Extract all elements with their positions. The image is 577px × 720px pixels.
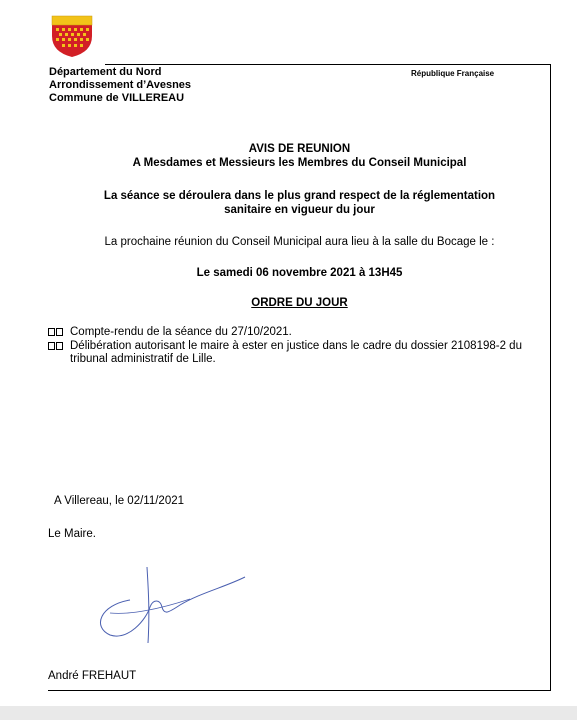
sanitary-line-2: sanitaire en vigueur du jour bbox=[224, 204, 375, 216]
commune-label: Commune de VILLEREAU bbox=[49, 92, 185, 104]
meeting-intro: La prochaine réunion du Conseil Municipal aura lieu à la salle du Bocage le : bbox=[104, 236, 495, 248]
notice-title: AVIS DE REUNION bbox=[248, 143, 351, 155]
agenda-item-text: Délibération autorisant le maire à ester en justice dans le cadre du dossier 2108198-2 du tribunal administratif de Lille. bbox=[70, 340, 522, 365]
department-label: Département du Nord bbox=[49, 66, 162, 78]
page-bottom-strip bbox=[0, 706, 577, 720]
agenda-item-text: Compte-rendu de la séance du 27/10/2021. bbox=[70, 326, 292, 338]
agenda-item bbox=[48, 326, 538, 339]
bullet-icon bbox=[48, 326, 70, 339]
agenda-title: ORDRE DU JOUR bbox=[251, 297, 348, 309]
sanitary-line-1: La séance se déroulera dans le plus grand respect de la réglementation bbox=[103, 190, 496, 202]
agenda-item bbox=[48, 340, 538, 366]
signature-icon bbox=[90, 565, 250, 650]
arrondissement-label: Arrondissement d’Avesnes bbox=[49, 79, 192, 91]
mayor-role: Le Maire. bbox=[48, 528, 96, 540]
notice-addressee: A Mesdames et Messieurs les Membres du Conseil Municipal bbox=[132, 157, 467, 169]
mayor-name: André FREHAUT bbox=[48, 670, 137, 682]
bullet-icon bbox=[48, 340, 70, 353]
coat-of-arms-icon bbox=[50, 14, 94, 58]
place-date: A Villereau, le 02/11/2021 bbox=[54, 495, 185, 507]
meeting-date: Le samedi 06 novembre 2021 à 13H45 bbox=[196, 267, 403, 279]
republic-label: République Française bbox=[411, 69, 495, 78]
